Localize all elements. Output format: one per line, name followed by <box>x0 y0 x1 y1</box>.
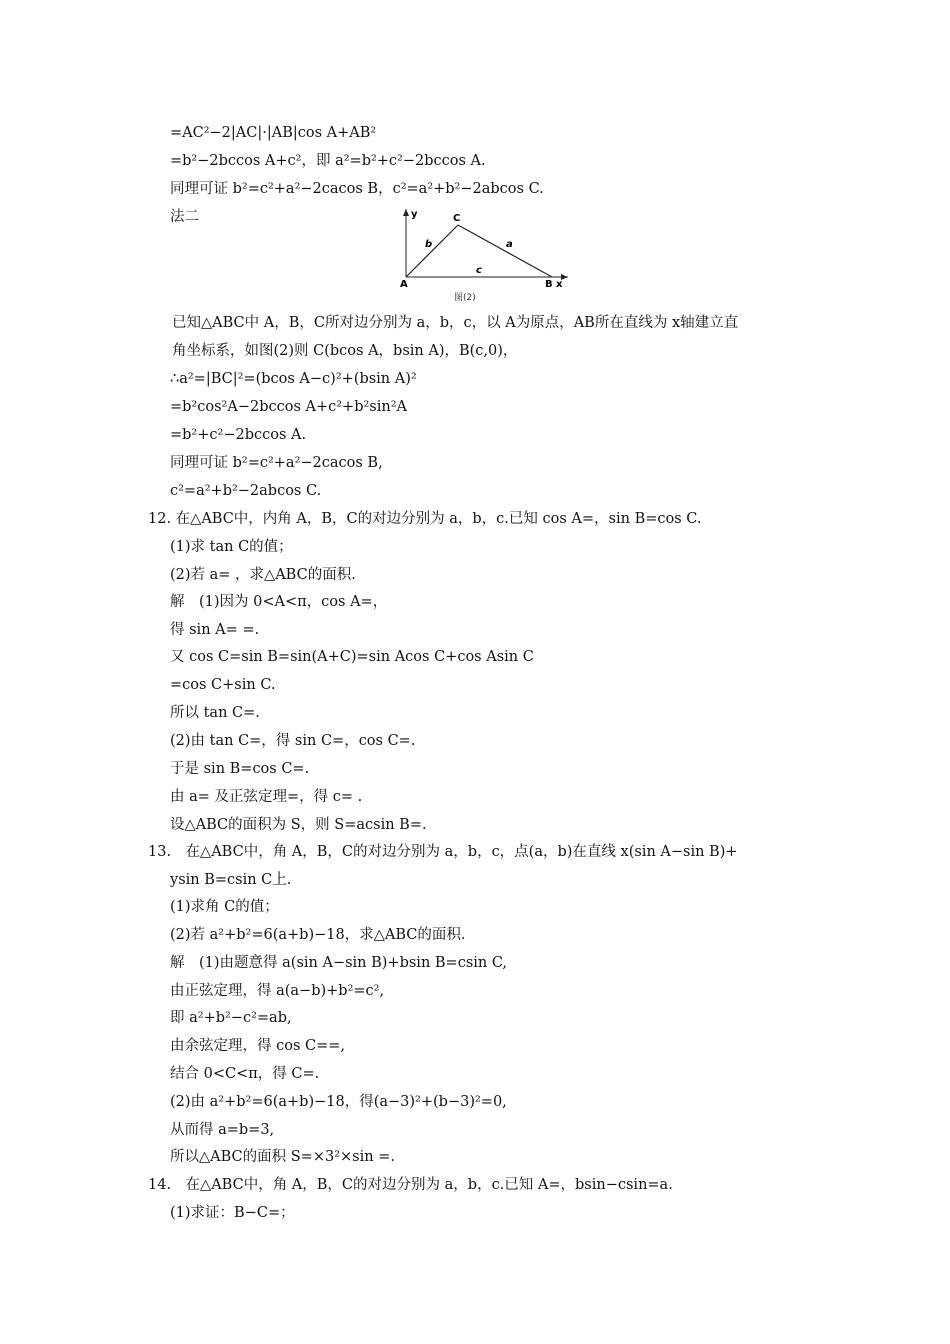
figure-caption: 图(2) <box>454 293 476 303</box>
text-line: 所以 tan C=. <box>170 705 260 721</box>
text-line: 又 cos C=sin B=sin(A+C)=sin Acos C+cos Asin C <box>170 649 534 665</box>
side-a <box>458 225 552 277</box>
text-line: 已知△ABC中 A，B，C所对边分别为 a，b，c，以 A为原点，AB所在直线为 x轴建立直 <box>172 315 739 331</box>
label-A: A <box>400 279 408 290</box>
text-line: =cos C+sin C. <box>170 677 276 693</box>
text-line: 角坐标系，如图(2)则 C(bcos A，bsin A)，B(c,0)， <box>172 343 518 359</box>
text-line: (2)若 a= ，求△ABC的面积. <box>170 567 356 583</box>
text-line: (2)由 a²+b²=6(a+b)−18，得(a−3)²+(b−3)²=0, <box>170 1094 507 1110</box>
label-c: c <box>476 265 482 276</box>
text-line: (1)求 tan C的值； <box>170 539 293 555</box>
text-line: 由 a= 及正弦定理=，得 c= . <box>170 789 363 805</box>
text-line: 从而得 a=b=3, <box>170 1122 275 1138</box>
text-line: 13. 在△ABC中，角 A，B，C的对边分别为 a，b，c，点(a，b)在直线 x(sin A−sin B)+ <box>148 844 738 860</box>
text-line: ysin B=csin C上. <box>170 872 292 888</box>
text-line: 结合 0<C<π，得 C=. <box>170 1066 320 1082</box>
text-line: (2)由 tan C=，得 sin C=，cos C=. <box>170 733 416 749</box>
text-line: =b²cos²A−2bccos A+c²+b²sin²A <box>170 399 407 415</box>
text-line: ∴a²=|BC|²=(bcos A−c)²+(bsin A)² <box>170 371 417 387</box>
text-line: 设△ABC的面积为 S，则 S=acsin B=. <box>170 817 427 833</box>
label-b: b <box>425 239 433 250</box>
label-y: y <box>411 209 418 220</box>
text-line: 解 (1)因为 0<A<π，cos A=， <box>170 594 388 610</box>
text-line: 14. 在△ABC中，角 A，B，C的对边分别为 a，b，c.已知 A=，bsin−csin=a. <box>148 1177 673 1193</box>
side-b <box>406 225 458 277</box>
text-line: c²=a²+b²−2abcos C. <box>170 483 322 499</box>
text-line: 同理可证 b²=c²+a²−2cacos B，c²=a²+b²−2abcos C. <box>170 181 544 197</box>
text-line: (1)求证：B−C=； <box>170 1205 295 1221</box>
text-line: 由正弦定理，得 a(a−b)+b²=c², <box>170 983 385 999</box>
y-axis-arrow <box>403 209 409 216</box>
text-line: 于是 sin B=cos C=. <box>170 761 310 777</box>
text-line: 解 (1)由题意得 a(sin A−sin B)+bsin B=csin C, <box>170 955 508 971</box>
text-line: 法二 <box>170 209 199 225</box>
text-line: 得 sin A= =. <box>170 622 260 638</box>
text-line: 由余弦定理，得 cos C==, <box>170 1038 346 1054</box>
text-line: 12. 在△ABC中，内角 A，B，C的对边分别为 a，b，c.已知 cos A=，sin B=cos C. <box>148 511 702 527</box>
text-line: 所以△ABC的面积 S=×3²×sin =. <box>170 1149 395 1165</box>
text-line: =AC²−2|AC|·|AB|cos A+AB² <box>170 125 377 141</box>
coordinate-figure <box>392 205 572 305</box>
text-line: 即 a²+b²−c²=ab, <box>170 1010 292 1026</box>
text-line: =b²−2bccos A+c²，即 a²=b²+c²−2bccos A. <box>170 153 486 169</box>
text-line: =b²+c²−2bccos A. <box>170 427 307 443</box>
label-x: x <box>556 279 563 290</box>
text-line: (1)求角 C的值； <box>170 899 279 915</box>
label-a: a <box>506 239 513 250</box>
label-B: B <box>545 279 553 290</box>
text-line: (2)若 a²+b²=6(a+b)−18，求△ABC的面积. <box>170 927 466 943</box>
text-line: 同理可证 b²=c²+a²−2cacos B, <box>170 455 383 471</box>
label-C: C <box>453 213 461 224</box>
